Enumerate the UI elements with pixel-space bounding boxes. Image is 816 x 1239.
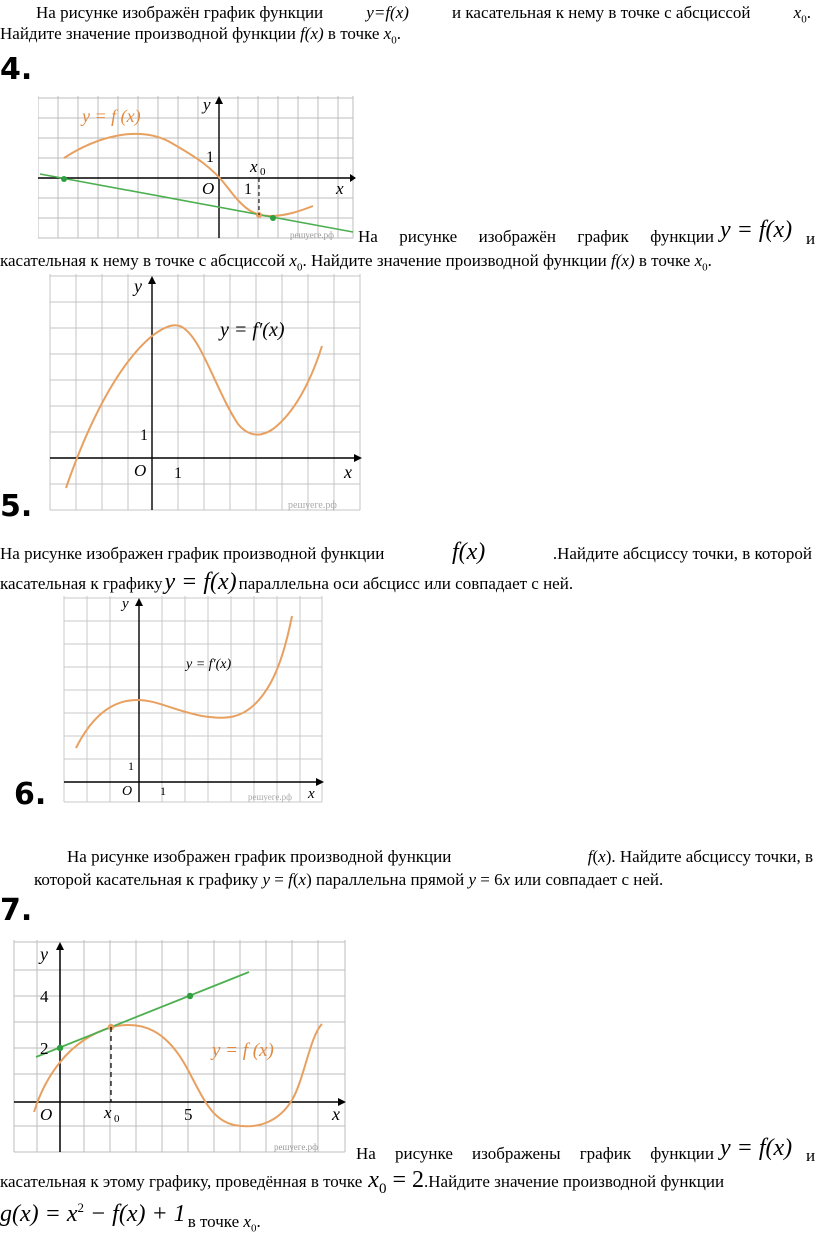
task5-grid bbox=[50, 274, 360, 510]
task5-line2: касательная к графику y = f(x) параллельна оси абсцисс или совпадает с ней. bbox=[0, 569, 574, 595]
svg-text:x: x bbox=[344, 462, 352, 482]
svg-text:x: x bbox=[332, 1104, 340, 1124]
task4-line2: касательная к нему в точке с абсциссой $x_0$. Найдите значение производной функции f(x) в точке $x_0$. bbox=[0, 251, 712, 274]
task4-number: 4. bbox=[0, 52, 33, 87]
task7-line2: касательная к этому графику, проведённая в точке $x_0 = 2$ .Найдите значение производной функции bbox=[0, 1167, 725, 1197]
task3-line2: Найдите значение производной функции f(x) в точке $x_0$. bbox=[0, 24, 401, 47]
task5-curve bbox=[66, 325, 322, 488]
task7-text-a: На рисунке изображены график функции bbox=[356, 1144, 714, 1163]
svg-text:O: O bbox=[202, 179, 215, 198]
task4-point-right bbox=[270, 215, 276, 221]
svg-text:x: x bbox=[250, 157, 258, 176]
svg-text:y: y bbox=[203, 96, 211, 114]
svg-text:y = f′(x): y = f′(x) bbox=[220, 319, 285, 341]
svg-text:y = f′(x): y = f′(x) bbox=[186, 657, 232, 672]
svg-text:1: 1 bbox=[206, 149, 214, 166]
svg-text:4: 4 bbox=[40, 987, 49, 1006]
svg-text:1: 1 bbox=[174, 465, 182, 482]
task6-curve bbox=[76, 616, 292, 748]
svg-text:O: O bbox=[122, 784, 133, 799]
task4-graph bbox=[38, 96, 356, 244]
svg-text:y: y bbox=[122, 596, 129, 612]
svg-text:y: y bbox=[40, 944, 48, 964]
svg-text:1: 1 bbox=[244, 181, 252, 198]
task4-text-a: На рисунке изображён график функции bbox=[358, 227, 714, 246]
task7-text-b: и bbox=[806, 1146, 816, 1165]
task5-graph bbox=[48, 274, 366, 512]
svg-text:1: 1 bbox=[128, 759, 134, 773]
task4-curve bbox=[64, 134, 313, 216]
task3-line1: На рисунке изображён график функции y=f(x) и касательная к нему в точке с абсциссой $x_0$. bbox=[36, 3, 811, 26]
task7-formula: y = f(x) bbox=[720, 1135, 793, 1161]
svg-text:1: 1 bbox=[140, 427, 148, 444]
svg-text:x: x bbox=[308, 786, 315, 802]
task4-tangent bbox=[40, 174, 353, 232]
svg-text:O: O bbox=[40, 1105, 53, 1124]
svg-text:2: 2 bbox=[40, 1039, 49, 1058]
svg-text:1: 1 bbox=[160, 784, 166, 798]
task6-line2: которой касательная к графику y = f(x) параллельна прямой y = 6x или совпадает с ней. bbox=[34, 870, 664, 889]
svg-text:решуеге.рф: решуеге.рф bbox=[248, 792, 292, 802]
task7-point-a bbox=[57, 1045, 63, 1051]
task7-graph bbox=[12, 940, 348, 1154]
svg-text:0: 0 bbox=[114, 1113, 120, 1125]
svg-text:решуеге.рф: решуеге.рф bbox=[274, 1142, 318, 1152]
task4-curve-label: y = f (x) bbox=[82, 106, 141, 126]
task7-curve bbox=[34, 1024, 322, 1126]
task5-number: 5. bbox=[0, 489, 33, 524]
svg-text:решуеге.рф: решуеге.рф bbox=[290, 230, 334, 240]
task7-point-b bbox=[187, 993, 193, 999]
task4-text-b: и bbox=[806, 229, 816, 248]
svg-text:x: x bbox=[104, 1103, 112, 1122]
task6-line1: На рисунке изображен график производной функции f(x). Найдите абсциссу точки, в bbox=[67, 847, 813, 866]
svg-text:y: y bbox=[134, 276, 142, 296]
svg-text:0: 0 bbox=[260, 166, 266, 178]
svg-text:x: x bbox=[336, 179, 344, 198]
task6-number: 6. bbox=[14, 777, 47, 812]
task4-formula: y = f(x) bbox=[720, 217, 793, 243]
svg-text:решуеге.рф: решуеге.рф bbox=[288, 500, 337, 511]
task6-graph bbox=[62, 596, 326, 804]
svg-text:5: 5 bbox=[184, 1105, 193, 1124]
svg-text:O: O bbox=[134, 461, 147, 480]
task5-line1: На рисунке изображен график производной функции f(x) .Найдите абсциссу точки, в которой bbox=[0, 539, 812, 565]
task7-number: 7. bbox=[0, 893, 33, 928]
task6-grid bbox=[64, 596, 322, 802]
task4-point-left bbox=[61, 176, 67, 182]
svg-text:y = f (x): y = f (x) bbox=[212, 1040, 274, 1061]
task7-line3: $g(x) = x^2 - f(x) + 1$ в точке $x_0$. bbox=[0, 1200, 261, 1235]
